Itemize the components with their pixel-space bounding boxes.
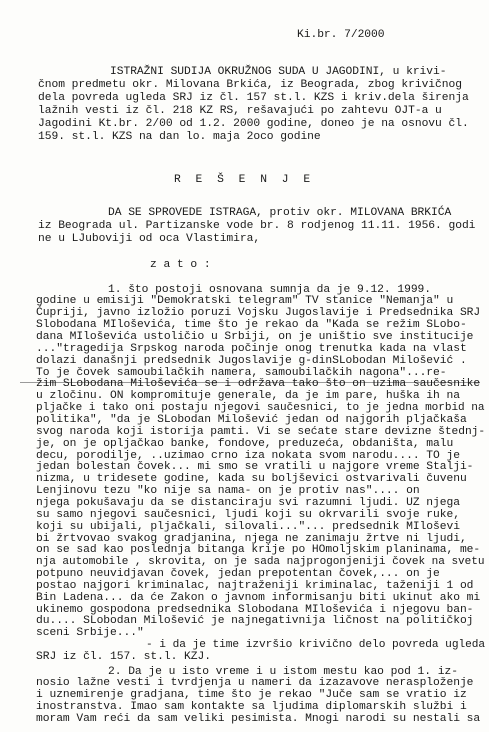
point-1-line: Slobodana MIloševića, time što je rekao da "Kada se režim SLobo-	[36, 319, 467, 332]
point-1-line: nizma, u tridesete godine, kada su boljševici ostvarivali čuvenu	[36, 473, 467, 486]
point-1-line: u zločinu. ON kompromituje generale, da je im pare, huška ih na	[36, 390, 460, 403]
order-line: iz Beograda ul. Partizanske vode br. 8 rodjenog 11.11. 1956. godi	[38, 220, 476, 232]
point-1-line: potpuno neuvidjavan čovek, jedan prepotentan čovek,... on je	[36, 568, 440, 580]
point-1-line: dana MIloševića ustoličio u Srbiji, on je uništio sve institucije	[36, 330, 474, 343]
zato-heading: z a t o :	[150, 259, 211, 271]
point-1-line: postao najgori kriminalac, najtraženiji kriminalac, taženiji 1 od	[36, 579, 474, 592]
point-1-line: koji su ubijali, pljačkali, silovali..."... predsednik MIloševi	[36, 520, 460, 533]
point-1-line: njega pokušavaju da se distanciraju svi razumni ljudi. UZ njega	[36, 496, 460, 509]
preamble-line: lažnih vesti iz čl. 218 KZ RS, rešavajući po zahtevu OJT-a u	[38, 105, 442, 117]
point-1-line: on se sad kao poslednja bitanga krije po HOmoljskim planinama, me-	[36, 544, 481, 557]
point-1-line: Ćupriji, javno izložio poruzi Vojsku Jugoslavije i Predsednika SRJ	[36, 307, 481, 320]
point-1-line: nja automobile , skrovita, on je sada najprogonjeniji čovek na svetu	[36, 556, 485, 569]
point-1-line: je, on je opljačkao banke, fondove, preduzeća, obdaništa, malu	[36, 437, 454, 450]
order-line: ne u LJuboviji od oca Vlastimira,	[38, 233, 261, 245]
point-1-line: godine u emisiji "Demokratski telegram" TV stanice "Nemanja" u	[36, 295, 454, 308]
preamble-line: 159. st.l. KZS na dan lo. maja 2oco godine	[38, 131, 321, 143]
preamble-line: dela povreda ugleda SRJ iz čl. 157 st.l. KZS i kriv.dela širenja	[38, 92, 469, 104]
point-2-line: nosio lažne vesti i tvrdjenja u nameri da izazavove nerasploženje	[36, 677, 474, 690]
case-reference: Ki.br. 7/2000	[297, 29, 385, 41]
point-1-line: - i da je time izvršio krivično delo povreda ugleda	[146, 639, 486, 652]
point-1-line: decu, porodilje, ..uzimao crno iza nokata svom narodu.... TO je	[36, 449, 460, 462]
point-1-line: dolazi današnji predsednik Jugoslavije g-dinSLobodan Milošević .	[36, 354, 467, 367]
point-2-line: moram Vam reći da sam veliki pesimista. Mnogi narodi su nestali sa	[36, 713, 481, 725]
preamble-line: Jagodini Kt.br. 2/00 od 1.2. 2000 godine, doneo je na osnovu čl.	[38, 118, 469, 130]
point-1-line: ..."tragedija Srpskog naroda počinje onog trenutka kada na vlast	[36, 342, 467, 355]
point-1-line: žim SLobodana Miloševića se i održava tako što on uzima saučesnike	[36, 378, 481, 391]
point-1-line: pljačke i tako oni postaju njegovi saučesnici, to je jedna morbid na	[36, 402, 485, 415]
point-1-line: su samo njegovi saučesnici, ljudi koji su okrvarili svoje ruke,	[36, 508, 460, 521]
point-1-line: 1. što postoji osnovana sumnja da je 9.12. 1999.	[108, 283, 432, 296]
point-1-line: ukinemo gospodona predsednika Slobodana MIloševića i njegovu ban-	[36, 603, 474, 616]
order-line: DA SE SPROVEDE ISTRAGA, protiv okr. MILOVANA BRKIĆA	[108, 207, 452, 219]
point-1-line: politika", "da je SLobodan Milošević jedan od najgorih pljačkaša	[36, 413, 467, 426]
point-2-line: i uznemirenje gradjana, time što je rekao "Juče sam se vratio iz	[36, 689, 467, 702]
point-1-line: sceni Srbije..."	[36, 627, 144, 640]
point-1-line: svog naroda koji istorija pamti. Vi se sećate stare devizne štednj-	[36, 425, 486, 438]
point-1-line: Lenjinovu tezu "ko nije sa nama- on je protiv nas".... on	[36, 485, 420, 497]
point-1-line: To je čovek samoubilačkih namera, samoubilačkih nagona"...re-	[36, 366, 447, 379]
preamble-line: čnom predmetu okr. Milovana Brkića, iz Beograda, zbog krivičnog	[38, 79, 462, 91]
point-1-line: jedan bolestan čovek... mi smo se vratili u najgore vreme Stalji-	[36, 461, 474, 474]
point-2-line: 2. Da je u isto vreme i u istom mestu kao pod 1. iz-	[108, 665, 458, 678]
preamble-line: ISTRAŽNI SUDIJA OKRUŽNOG SUDA U JAGODINI, u krivi-	[110, 66, 447, 78]
point-2-line: inostranstva. Imao sam kontakte sa ljudima diplomarskih službi i	[36, 701, 467, 714]
decision-title: R E Š E N J E	[174, 174, 315, 186]
point-1-line: bi žrtvovao svakog gradjanina, njega ne zanimaju žrtve ni ljudi,	[36, 532, 467, 545]
point-1-line: du.... SLobodan Milošević je najnegativnija ličnost na političkoj	[36, 615, 474, 628]
point-1-line: Bin Ladena... da će Zakon o javnom informisanju biti ukinut ako mi	[36, 591, 481, 604]
point-1-line: SRJ iz čl. 157. st.l. KZJ.	[36, 651, 211, 663]
